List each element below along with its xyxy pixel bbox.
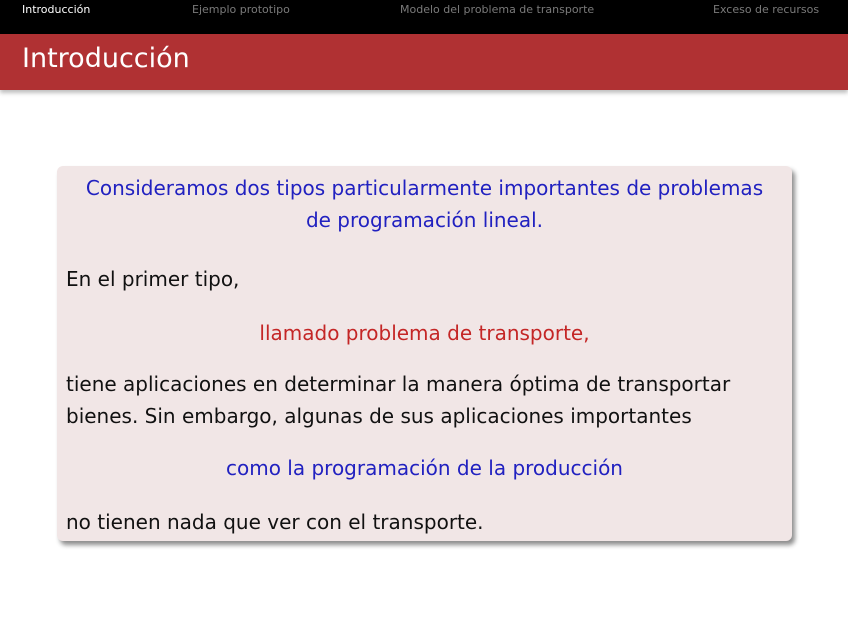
intro-line-1: Consideramos dos tipos particularmente importantes de problemas — [85, 176, 764, 200]
nav-item-introduccion[interactable]: Introducción — [22, 3, 91, 16]
frame-title: Introducción — [22, 43, 190, 74]
intro-line-2: de programación lineal. — [305, 208, 544, 232]
first-type-text: En el primer tipo, — [66, 267, 240, 291]
section-navigation-bar — [0, 0, 848, 34]
content-block — [57, 166, 792, 541]
nav-item-modelo-transporte[interactable]: Modelo del problema de transporte — [400, 3, 595, 16]
closing-text: no tienen nada que ver con el transporte. — [66, 510, 484, 534]
nav-item-exceso-recursos[interactable]: Exceso de recursos — [713, 3, 820, 16]
applications-line-2: bienes. Sin embargo, algunas de sus aplicaciones importantes — [66, 404, 692, 428]
transport-problem-highlight: llamado problema de transporte, — [259, 321, 590, 345]
production-highlight: como la programación de la producción — [225, 456, 623, 480]
frame-title-bar — [0, 34, 848, 90]
applications-line-1: tiene aplicaciones en determinar la manera óptima de transportar — [66, 372, 731, 396]
nav-item-ejemplo-prototipo[interactable]: Ejemplo prototipo — [192, 3, 290, 16]
